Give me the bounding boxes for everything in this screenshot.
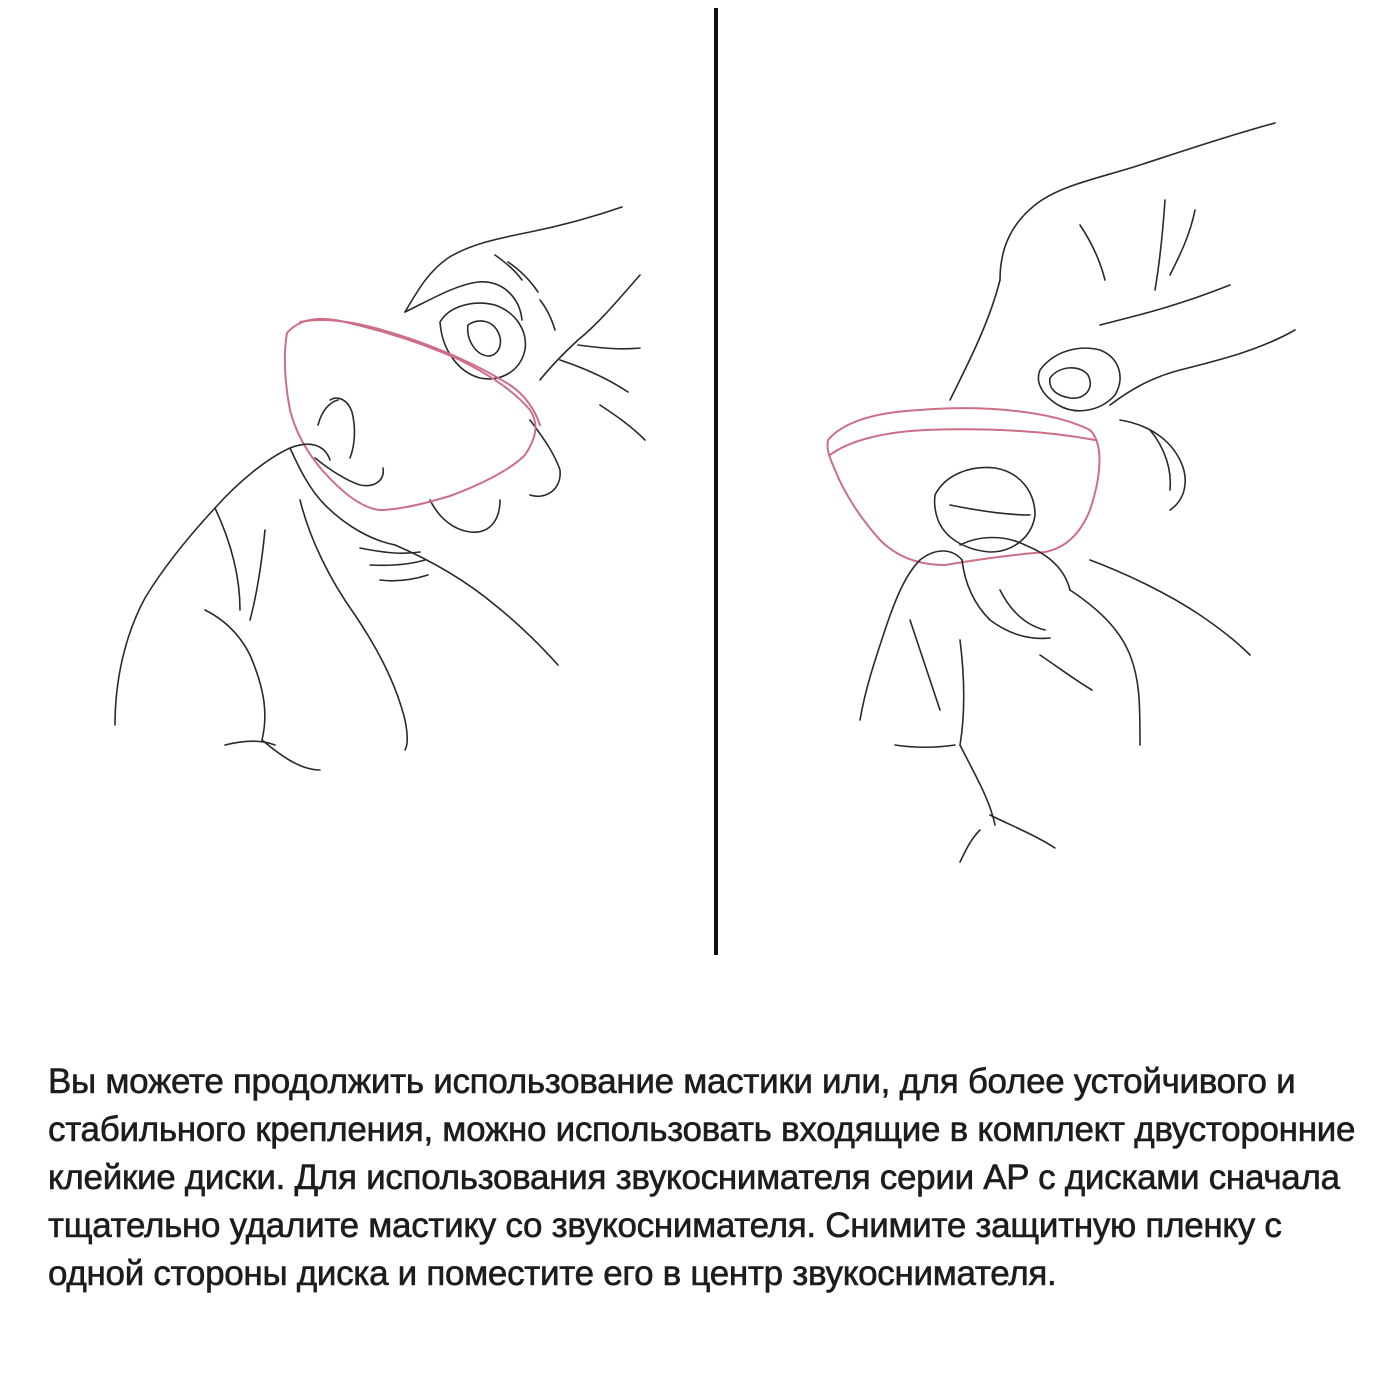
step-remove-putty-illustration (115, 207, 645, 770)
step-place-disk-illustration (827, 123, 1295, 862)
instruction-caption: Вы можете продолжить использование мастики или, для более устойчивого и стабильного крепления, можно использовать входящие в комплект двусторонние клейкие диски. Для использования звукоснимателя серии AP с дисками сначала тщательно удалите мастику со звукоснимателя. Снимите защитную пленку с одной стороны диска и поместите его в центр звукоснимателя. (48, 1062, 1356, 1293)
